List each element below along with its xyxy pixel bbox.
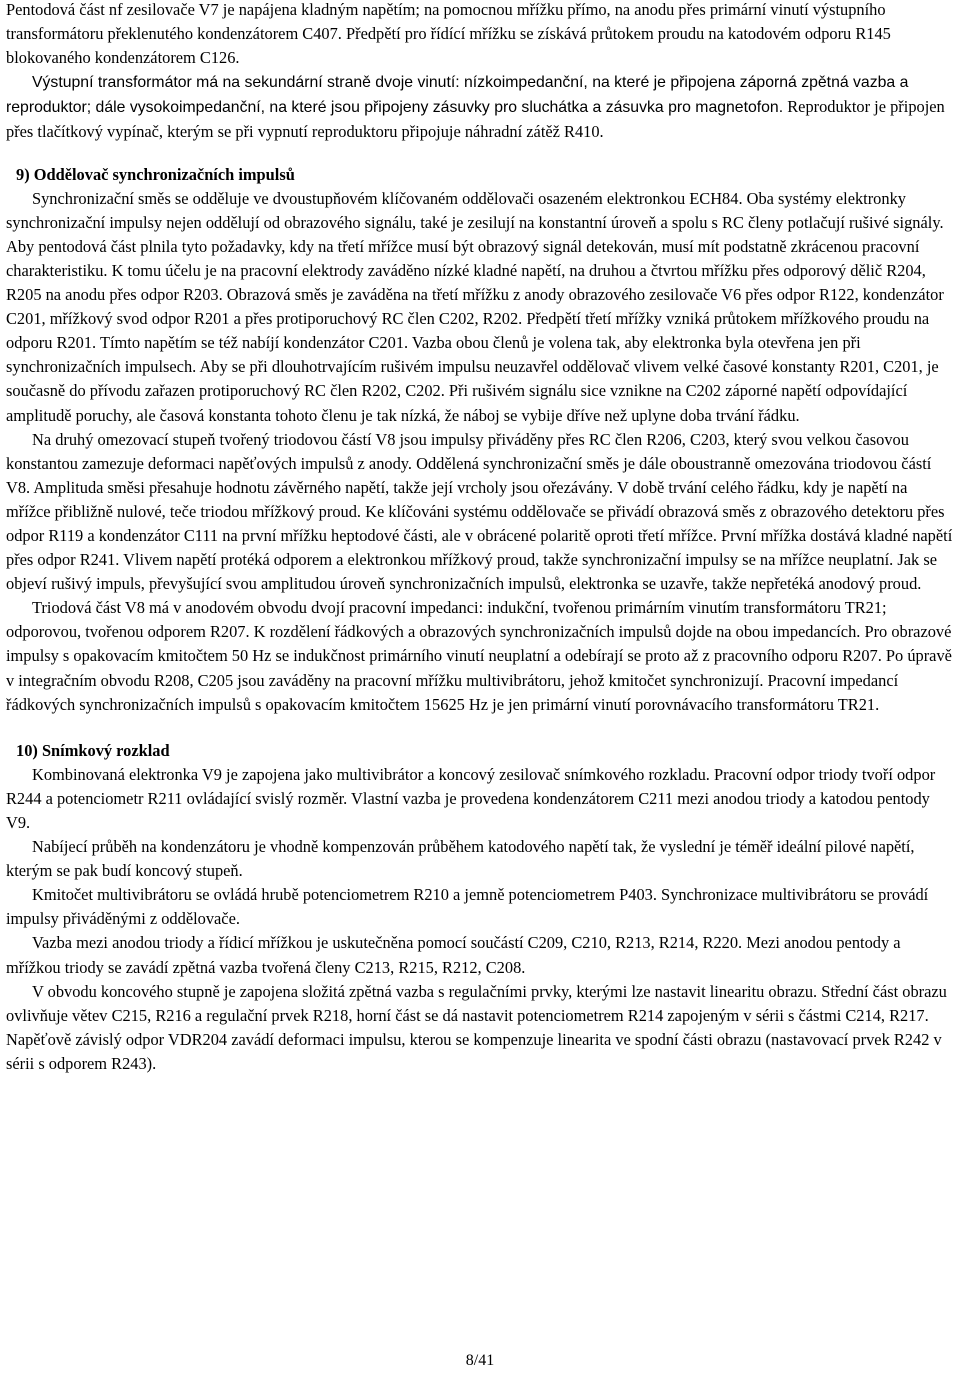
section10-paragraph: Kombinovaná elektronka V9 je zapojena jako multivibrátor a koncový zesilovač snímkového rozkladu. Pracovní odpor triody tvoří odpor R244 a potenciometr R211 ovládající svislý rozměr. Vlastní vazba je provedena kondenzátorem C211 mezi anodou triody a katodou pentody V9. <box>6 764 936 832</box>
section-heading-9: 9) Oddělovač synchronizačních impulsů <box>16 164 295 184</box>
section10-paragraph: V obvodu koncového stupně je zapojena složitá zpětná vazba s regulačními prvky, kterými lze nastavit linearitu obrazu. Střední část obrazu ovlivňuje větev C215, R216 a regulační prvek R218, horní část se dá nastavit potenciometrem R214 zapojeným v sérii s částmi C214, R217. Napěťově závislý odpor VDR204 zavádí deformaci impulsu, kterou se kompenzuje linearita ve spodní části obrazu (nastavovací prvek R242 v sérii s odporem R243). <box>6 981 947 1073</box>
section-heading-10: 10) Snímkový rozklad <box>16 740 170 760</box>
section10-paragraph: Vazba mezi anodou triody a řídicí mřížkou je uskutečněna pomocí součástí C209, C210, R213, R214, R220. Mezi anodou pentody a mřížkou triody se zavádí zpětná vazba tvořená členy C213, R215, R212, C208. <box>6 933 901 977</box>
page-number: 8/41 <box>465 1352 495 1369</box>
paragraph-text: Výstupní transformátor má na sekundární straně dvoje vinutí: nízkoimpedanční, na které je připojena záporná zpětná vazba a reproduktor; dále vysokoimpedanční, na které jsou připojeny zásuvky pro sluchátka a zásuvka pro magnetofon. <box>6 74 909 117</box>
section9-paragraph: Synchronizační směs se odděluje ve dvoustupňovém klíčovaném oddělovači osazeném elektronkou ECH84. Oba systémy elektronky synchronizační impulsy nejen oddělují od obrazového signálu, také je zesilují na konstantní úroveň a spolu s RC členy potlačují rušivé signály. Aby pentodová část plnila tyto požadavky, kdy na třetí mřížce musí být obrazový signál detekován, musí mít podstatně zkrácenou pracovní charakteristiku. K tomu účelu je na pracovní elektrody zaváděno nízké kladné napětí, na druhou a čtvrtou mřížku přes odporový dělič R204, R205 na anodu přes odpor R203. Obrazová směs je zaváděna na třetí mřížku z anody obrazového zesilovače V6 přes odpor R122, kondenzátor C201, mřížkový svod odpor R201 a přes protiporuchový RC člen C202, R202. Předpětí třetí mřížky vzniká průtokem mřížkového proudu na odporu R201. Tímto napětím se též nabíjí kondenzátor C201. Vazba obou členů je volena tak, aby elektronka byla otevřena jen při synchronizačních impulsech. Aby se při dlouhotrvajícím rušivém impulsu neuzavřel oddělovač vlivem velké časové konstanty R201, C201, je současně do přívodu zařazen protiporuchový RC člen R202, C202. Při rušivém signálu sice vznikne na C202 záporné napětí odpovídající amplitudě poruchy, ale časová konstanta tohoto členu je tak nízká, že náboj se vybije dříve než uplyne doba trvání řádku. <box>6 188 944 425</box>
section9-paragraph: Na druhý omezovací stupeň tvořený triodovou částí V8 jsou impulsy přiváděny přes RC člen R206, C203, který svou velkou časovou konstantou zamezuje deformaci napěťových impulsů z anody. Oddělená synchronizační směs je dále oboustranně omezována triodovou částí V8. Amplituda směsi přesahuje hodnotu závěrného napětí, takže její vrcholy jsou ořezávány. V době trvání celého řádku, kdy je napětí na mřížce přibližně nulové, teče triodou mřížkový proud. Ke klíčováni systému oddělovače se přivádí obrazová směs z obrazového detektoru přes odpor R119 a kondenzátor C111 na první mřížku heptodové části, ale v obrácené polaritě oproti třetí mřížce. První mřížka dostává kladné napětí přes odpor R241. Vlivem napětí protéká odporem a elektronkou mřížkový proud, takže synchronizační impulsy se na mřížce neuplatní. Jak se objeví rušivý impuls, převyšující svou amplitudou úroveň synchronizačních impulsů, elektronka se uzavře, takže nepřetéká anodový proud. <box>6 429 953 594</box>
paragraph-text: Reproduktor je připojen přes tlačítkový vypínač, kterým se při vypnutí reproduktoru připojuje náhradní zátěž R410. <box>6 97 945 142</box>
paragraph-text: Pentodová část nf zesilovače V7 je napájena kladným napětím; na pomocnou mřížku přímo, na anodu přes primární vinutí výstupního transformátoru překlenutého kondenzátorem C407. Předpětí pro řídící mřížku se získává průtokem proudu na katodovém odporu R145 blokovaného kondenzátorem C126. <box>6 0 891 68</box>
section10-paragraph: Kmitočet multivibrátoru se ovládá hrubě potenciometrem R210 a jemně potenciometrem P403. Synchronizace multivibrátoru se provádí impulsy přiváděnými z oddělovače. <box>6 885 929 929</box>
section9-paragraph: Triodová část V8 má v anodovém obvodu dvojí pracovní impedanci: indukční, tvořenou primárním vinutím transformátoru TR21; odporovou, tvořenou odporem R207. K rozdělení řádkových a obrazových synchronizačních impulsů dojde na obou impedancích. Pro obrazové impulsy s opakovacím kmitočtem 50 Hz se indukčnost primárního vinutí neuplatní a odebírají se proto až z pracovního odporu R207. Po úpravě v integračním obvodu R208, C205 jsou zaváděny na pracovní mřížku multivibrátoru, jehož kmitočet synchronizují. Pracovní impedancí řádkových synchronizačních impulsů s opakovacím kmitočtem 15625 Hz je jen primární vinutí porovnávacího transformátoru TR21. <box>6 598 952 714</box>
section10-paragraph: Nabíjecí průběh na kondenzátoru je vhodně kompenzován průběhem katodového napětí tak, že vyslední je téměř ideální pilové napětí, kterým se pak budí koncový stupeň. <box>6 837 915 881</box>
paragraph-intro <box>6 0 954 145</box>
